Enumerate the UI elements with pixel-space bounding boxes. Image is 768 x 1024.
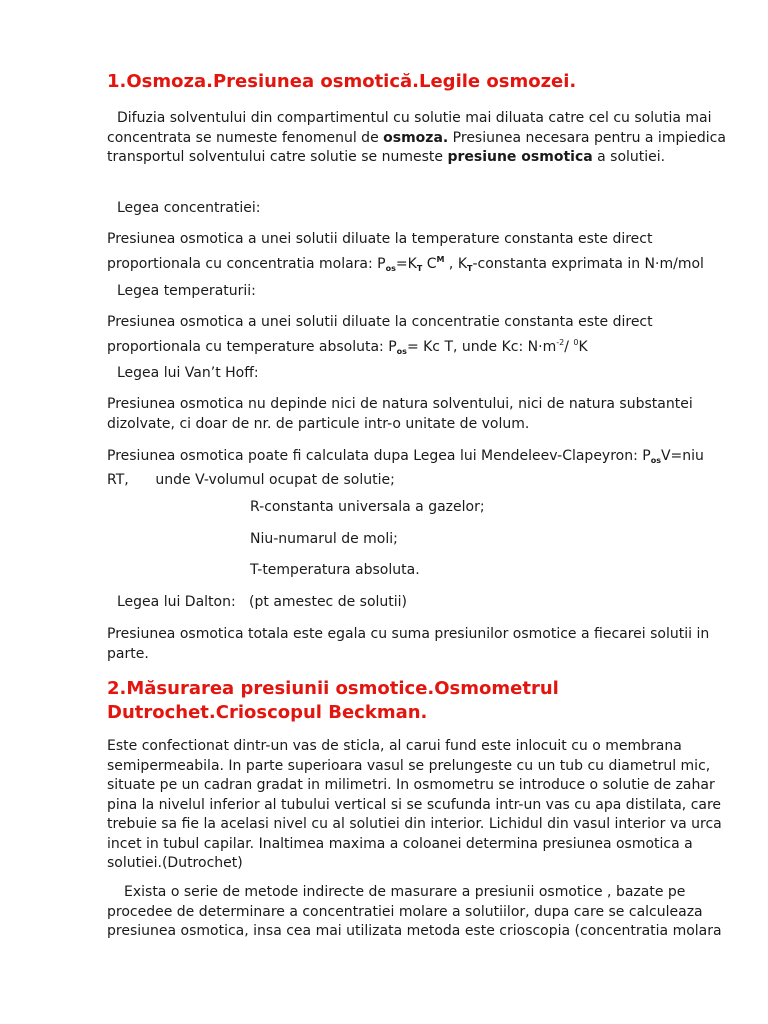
text-run: / <box>564 338 574 355</box>
definition-t: T-temperatura absoluta. <box>250 562 420 578</box>
text-run: =K <box>395 255 417 272</box>
text-run: a solutiei. <box>592 149 666 165</box>
definition-r: R-constanta universala a gazelor; <box>250 499 485 515</box>
label-legea-vanthoff: Legea lui Van’t Hoff: <box>117 365 259 381</box>
text-run: , K <box>444 255 468 272</box>
text-run: m/mol <box>659 255 704 272</box>
label-legea-temperaturii: Legea temperaturii: <box>117 283 256 299</box>
middle-dot: · <box>538 338 543 355</box>
definition-niu: Niu-numarul de moli; <box>250 531 398 547</box>
heading-osmoza: 1.Osmoza.Presiunea osmotică.Legile osmozei. <box>107 71 577 92</box>
bold-term-presiune-osmotica: presiune osmotica <box>447 149 593 165</box>
superscript: 0 <box>573 337 579 347</box>
paragraph-osmoza-definition <box>107 109 727 168</box>
middle-dot: · <box>655 255 660 272</box>
bold-term-osmoza: osmoza. <box>383 129 449 146</box>
text-run: -constanta exprimata in N <box>472 255 656 272</box>
text-run: m <box>542 338 557 355</box>
text-run: Presiunea necesara pentru a impiedica transportul solventului catre solutie se numeste <box>107 129 726 165</box>
paragraph-legea-vanthoff: Presiunea osmotica nu depinde nici de natura solventului, nici de natura substantei dizolvate, ci doar de nr. de particule intr-o unitate de volum. <box>107 396 693 432</box>
superscript: M <box>436 254 445 264</box>
paragraph-legea-concentratiei <box>107 230 727 278</box>
text-run: Presiunea osmotica a unei solutii diluate la concentratie constanta este direct proportionala cu temperature absoluta: P <box>107 314 653 355</box>
heading-masurarea: 2.Măsurarea presiunii osmotice.Osmometrul Dutrochet.Crioscopul Beckman. <box>107 678 559 723</box>
subscript: os <box>396 346 407 356</box>
label-legea-dalton: Legea lui Dalton: (pt amestec de solutii) <box>117 594 408 610</box>
label-legea-concentratiei: Legea concentratiei: <box>117 200 261 216</box>
paragraph-legea-temperaturii <box>107 313 727 361</box>
subscript: os <box>650 456 661 465</box>
subscript: T <box>467 263 473 273</box>
paragraph-metode-indirecte: Exista o serie de metode indirecte de masurare a presiunii osmotice , bazate pe procedee de determinare a concentratiei molare a solutiilor, dupa care se calculeaza presiunea osmotica, insa cea mai utilizata metoda este crioscopia (concentratia molara <box>107 884 722 939</box>
paragraph-legea-dalton: Presiunea osmotica totala este egala cu suma presiunilor osmotice a fiecarei solutii in parte. <box>107 626 710 662</box>
text-run: Difuzia solventului din compartimentul cu solutie mai diluata catre cel cu solutia mai concentrata se numeste fenomenul de <box>107 110 712 146</box>
text-run: C <box>422 255 437 272</box>
subscript: T <box>416 263 423 273</box>
paragraph-mendeleev-clapeyron <box>107 447 727 490</box>
text-run: K <box>578 338 588 355</box>
text-run: Presiunea osmotica poate fi calculata dupa Legea lui Mendeleev-Clapeyron: P <box>107 448 651 464</box>
text-run: V=niu RT, unde V-volumul ocupat de solutie; <box>107 448 709 488</box>
text-run: Presiunea osmotica a unei solutii diluate la temperature constanta este direct proportionala cu concentratia molara: P <box>107 231 653 272</box>
paragraph-osmometru: Este confectionat dintr-un vas de sticla, al carui fund este inlocuit cu o membrana semipermeabila. In parte superioara vasul se prelungeste cu un tub cu diametrul mic, situate pe un cadran gradat in milimetri. In osmometru se introduce o solutie de zahar pina la nivelul inferior al tubului vertical si se scufunda intr-un vas cu apa distilata, care trebuie sa fie la acelasi nivel cu al solutiei din interior. Lichidul din vasul interior va urca incet in tubul capilar. Inaltimea maxima a coloanei determina presiunea osmotica a solutiei.(Dutrochet) <box>107 738 722 871</box>
superscript: -2 <box>556 337 565 347</box>
text-run: = Kc T, unde Kc: N <box>406 338 539 355</box>
subscript: os <box>385 263 396 273</box>
